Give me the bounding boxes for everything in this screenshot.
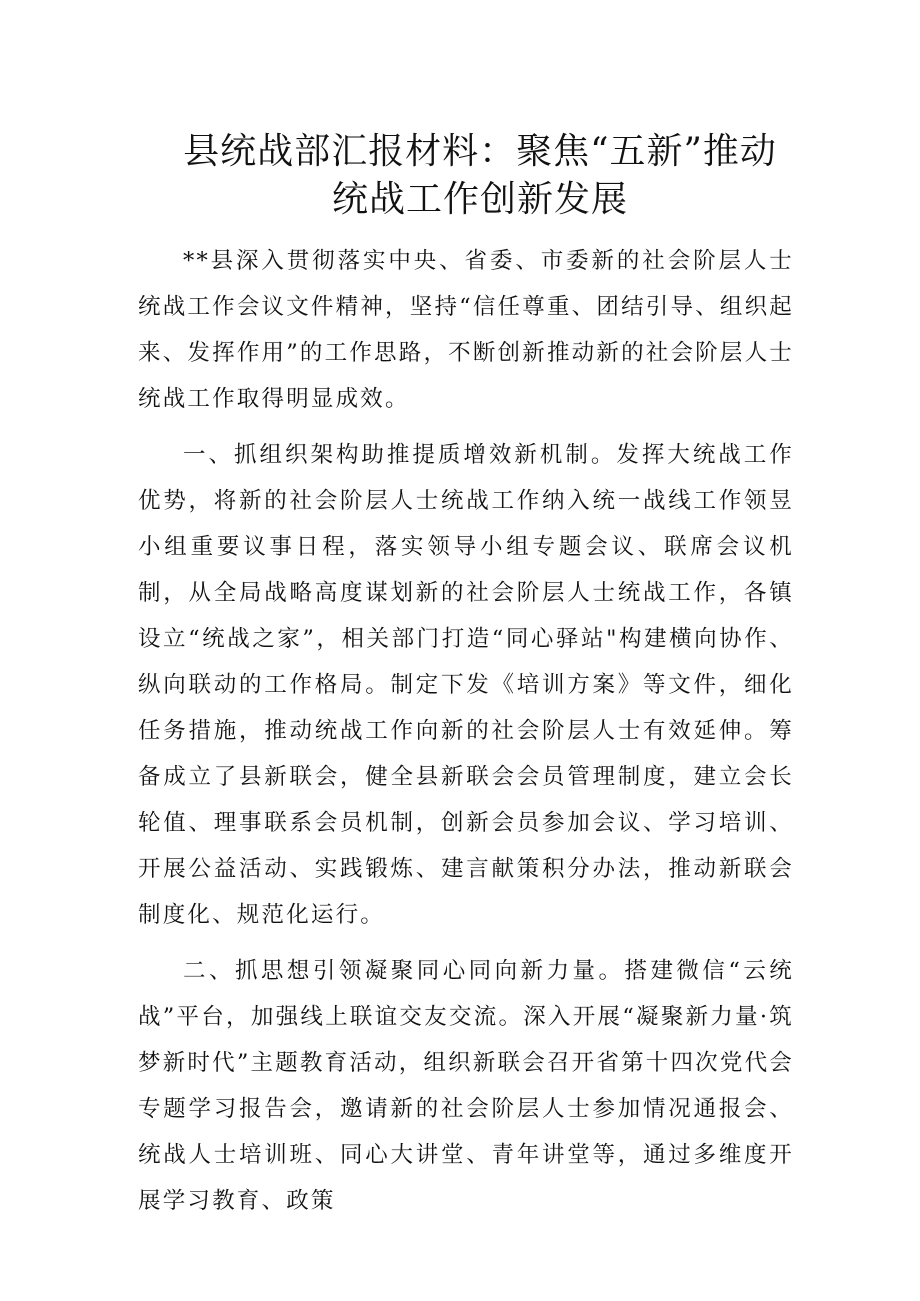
title-line-1: 县统战部汇报材料：聚焦“五新”推动 bbox=[183, 131, 777, 172]
document-body bbox=[138, 238, 794, 1234]
paragraph-section-1: 一、抓组织架构助推提质增效新机制。发挥大统战工作优势，将新的社会阶层人士统战工作纳入统一战线工作领昱小组重要议事日程，落实领导小组专题会议、联席会议机制，从全局战略高度谋划新的社会阶层人士统战工作，各镇设立“统战之家”，相关部门打造“同心驿站"构建横向协作、纵向联动的工作格局。制定下发《培训方案》等文件，细化任务措施，推动统战工作向新的社会阶层人士有效延伸。筹备成立了县新联会，健全县新联会会员管理制度，建立会长轮值、理事联系会员机制，创新会员参加会议、学习培训、开展公益活动、实践锻炼、建言献策积分办法，推动新联会制度化、规范化运行。 bbox=[138, 442, 794, 928]
title-line-2: 统战工作创新发展 bbox=[331, 179, 628, 220]
document-title bbox=[150, 128, 810, 224]
paragraph-intro: **县深入贯彻落实中央、省委、市委新的社会阶层人士统战工作会议文件精神，坚持“信任尊重、团结引导、组织起来、发挥作用”的工作思路，不断创新推动新的社会阶层人士统战工作取得明显成效。 bbox=[138, 248, 794, 412]
paragraph-section-2: 二、抓思想引领凝聚同心同向新力量。搭建微信“云统战”平台，加强线上联谊交友交流。深入开展“凝聚新力量·筑梦新时代”主题教育活动，组织新联会召开省第十四次党代会专题学习报告会，邀请新的社会阶层人士参加情况通报会、统战人士培训班、同心大讲堂、青年讲堂等，通过多维度开展学习教育、政策 bbox=[138, 958, 794, 1214]
